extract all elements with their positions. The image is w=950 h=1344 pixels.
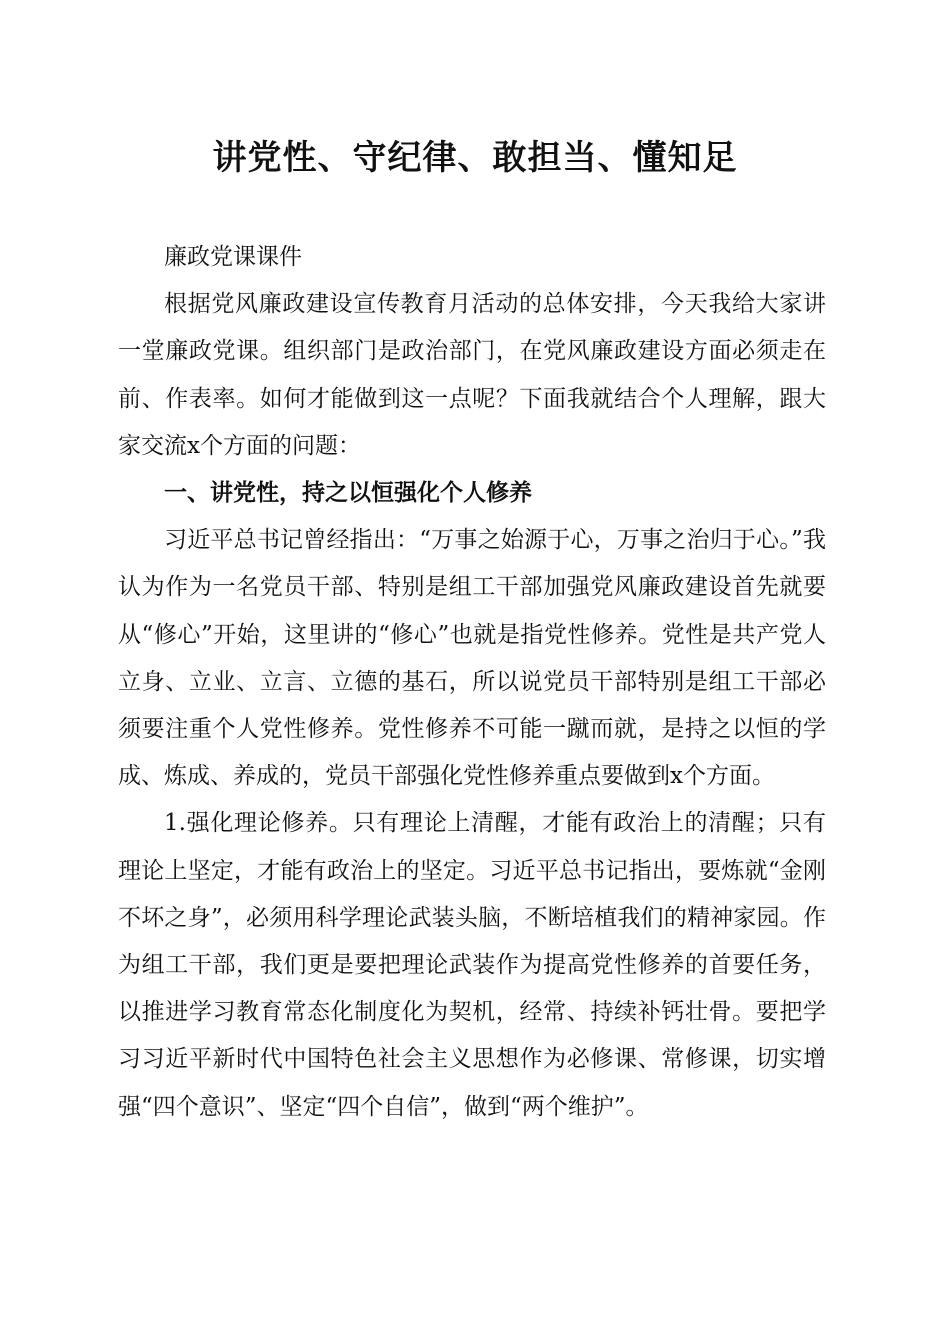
- body-paragraph: 1.强化理论修养。只有理论上清醒，才能有政治上的清醒；只有理论上坚定，才能有政治上的坚定。习近平总书记指出，要炼就“金刚不坏之身”，必须用科学理论武装头脑，不断培植我们的精神家园。作为组工干部，我们更是要把理论武装作为提高党性修养的首要任务，以推进学习教育常态化制度化为契机，经常、持续补钙壮骨。要把学习习近平新时代中国特色社会主义思想作为必修课、常修课，切实增强“四个意识”、坚定“四个自信”，做到“两个维护”。: [118, 810, 826, 1120]
- intro-paragraph: 根据党风廉政建设宣传教育月活动的总体安排，今天我给大家讲一堂廉政党课。组织部门是政治部门，在党风廉政建设方面必须走在前、作表率。如何才能做到这一点呢？下面我就结合个人理解，跟大家交流x个方面的问题：: [118, 291, 826, 459]
- document-title: 讲党性、守纪律、敢担当、懂知足: [212, 138, 738, 178]
- document-subtitle: 廉政党课课件: [164, 244, 302, 270]
- body-paragraph: 习近平总书记曾经指出：“万事之始源于心，万事之治归于心。”我认为作为一名党员干部、特别是组工干部加强党风廉政建设首先就要从“修心”开始，这里讲的“修心”也就是指党性修养。党性是共产党人立身、立业、立言、立德的基石，所以说党员干部特别是组工干部必须要注重个人党性修养。党性修养不可能一蹴而就，是持之以恒的学成、炼成、养成的，党员干部强化党性修养重点要做到x个方面。: [118, 527, 826, 790]
- section-heading: 一、讲党性，持之以恒强化个人修养: [164, 480, 532, 507]
- document-body: [118, 234, 826, 1131]
